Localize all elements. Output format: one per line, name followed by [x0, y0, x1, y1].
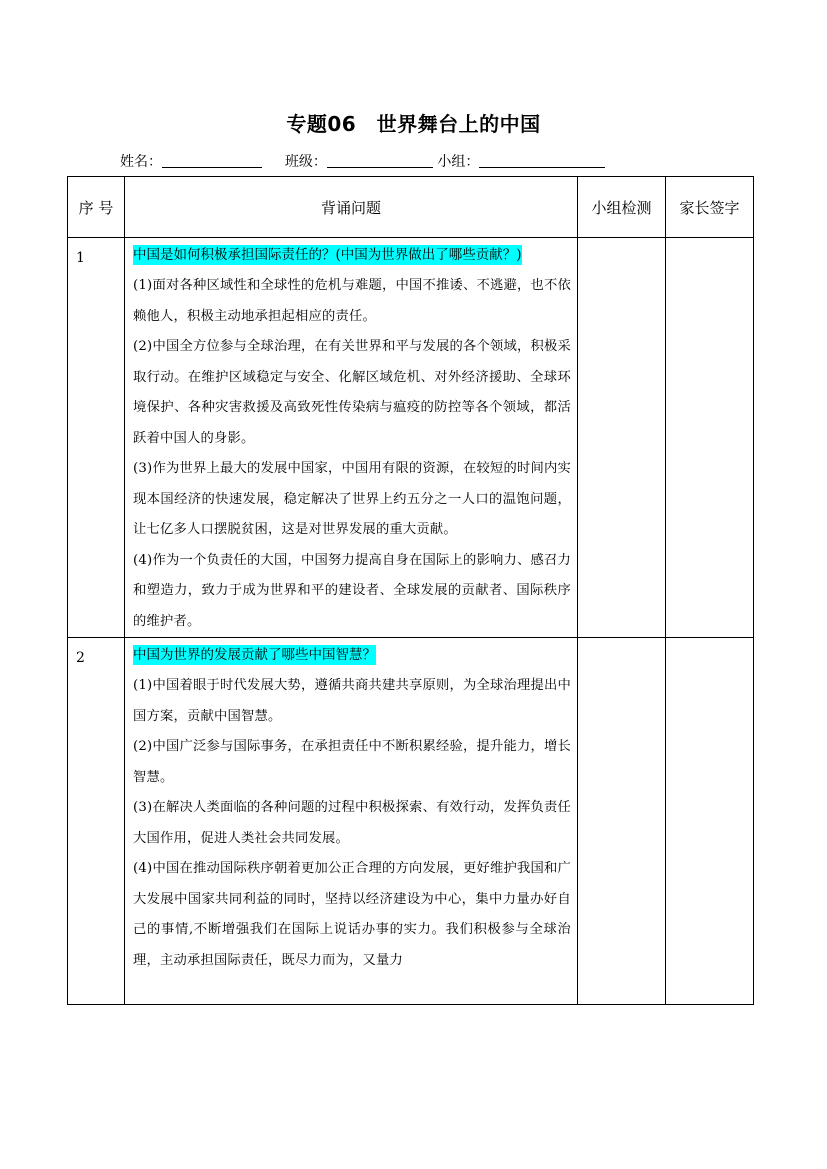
class-blank[interactable]	[327, 153, 433, 168]
answer-paragraph: (4)中国在推动国际秩序朝着更加公正合理的方向发展，更好维护我国和广大发展中国家共同利益的同时，坚持以经济建设为中心，集中力量办好自己的事情,不断增强我们在国际上说话办事的实力。我们积极参与全球治理，主动承担国际责任，既尽力而为，又量力	[133, 861, 571, 968]
group-check-cell[interactable]	[578, 238, 666, 638]
parent-sign-cell[interactable]	[666, 238, 754, 638]
answer-paragraph: (1)中国着眼于时代发展大势，遵循共商共建共享原则，为全球治理提出中国方案，贡献中国智慧。	[133, 678, 571, 724]
group-check-cell[interactable]	[578, 638, 666, 1005]
question-highlight: 中国是如何积极承担国际责任的？(中国为世界做出了哪些贡献？)	[133, 247, 522, 263]
header-sign: 家长签字	[666, 177, 754, 238]
name-label: 姓名：	[120, 154, 162, 170]
class-label: 班级：	[284, 154, 327, 170]
header-num: 序 号	[68, 177, 125, 238]
answer-paragraph: (2)中国广泛参与国际事务，在承担责任中不断积累经验，提升能力，增长智慧。	[133, 739, 571, 785]
question-highlight: 中国为世界的发展贡献了哪些中国智慧？	[133, 647, 376, 663]
student-info-line	[120, 151, 605, 171]
answer-paragraph: (4)作为一个负责任的大国，中国努力提高自身在国际上的影响力、感召力和塑造力，致力于成为世界和平的建设者、全球发展的贡献者、国际秩序的维护者。	[133, 552, 571, 629]
row-number: 1	[68, 238, 125, 638]
answer-paragraph: (2)中国全方位参与全球治理，在有关世界和平与发展的各个领域，积极采取行动。在维护区域稳定与安全、化解区域危机、对外经济援助、全球环境保护、各种灾害救援及高致死性传染病与瘟疫的防控等各个领域，都活跃着中国人的身影。	[133, 339, 571, 446]
question-cell	[125, 638, 578, 1005]
recitation-table	[67, 176, 754, 1005]
group-label: 小组：	[437, 154, 480, 170]
table-row	[68, 638, 754, 1005]
table-header-row	[68, 177, 754, 238]
answer-paragraph: (1)面对各种区域性和全球性的危机与难题，中国不推诿、不逃避，也不依赖他人，积极主动地承担起相应的责任。	[133, 278, 571, 324]
header-check: 小组检测	[578, 177, 666, 238]
answer-paragraph: (3)在解决人类面临的各种问题的过程中积极探索、有效行动，发挥负责任大国作用，促进人类社会共同发展。	[133, 800, 571, 846]
question-cell	[125, 238, 578, 638]
table-row	[68, 238, 754, 638]
name-blank[interactable]	[162, 153, 262, 168]
header-question: 背诵问题	[125, 177, 578, 238]
parent-sign-cell[interactable]	[666, 638, 754, 1005]
answer-paragraph: (3)作为世界上最大的发展中国家，中国用有限的资源，在较短的时间内实现本国经济的快速发展，稳定解决了世界上约五分之一人口的温饱问题，让七亿多人口摆脱贫困，这是对世界发展的重大贡献。	[133, 461, 571, 537]
page-title: 专题06 世界舞台上的中国	[286, 112, 541, 136]
row-number: 2	[68, 638, 125, 1005]
group-blank[interactable]	[479, 153, 605, 168]
